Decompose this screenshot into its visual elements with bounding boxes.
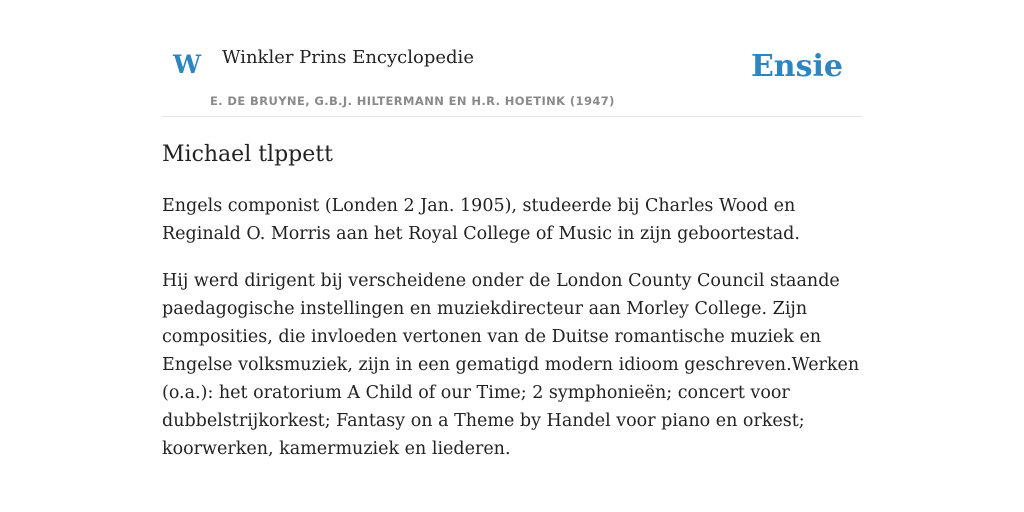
ensie-brand-logo[interactable]: Ensie bbox=[750, 49, 843, 84]
source-header bbox=[162, 0, 862, 117]
encyclopedia-authors: E. DE BRUYNE, G.B.J. HILTERMANN EN H.R. HOETINK (1947) bbox=[210, 94, 615, 108]
article-paragraph: Hij werd dirigent bij verscheidene onder de London County Council staande paedagogische instellingen en muziekdirecteur aan Morley College. Zijn composities, die invloeden vertonen van de Duitse romantische muziek en Engelse volksmuziek, zijn in een gematigd modern idioom geschreven.Werken (o.a.): het oratorium A Child of our Time; 2 symphonieën; concert voor dubbelstrijkorkest; Fantasy on a Theme by Handel voor piano en orkest; koorwerken, kamermuziek en liederen. bbox=[162, 271, 860, 459]
article-body bbox=[162, 192, 862, 482]
encyclopedia-title[interactable]: Winkler Prins Encyclopedie bbox=[222, 47, 474, 68]
article-title: Michael tlppett bbox=[162, 142, 333, 167]
article-paragraph: Engels componist (Londen 2 Jan. 1905), studeerde bij Charles Wood en Reginald O. Morris aan het Royal College of Music in zijn geboortestad. bbox=[162, 196, 800, 244]
encyclopedia-logo[interactable]: W bbox=[173, 50, 202, 79]
page-container bbox=[162, 0, 862, 459]
